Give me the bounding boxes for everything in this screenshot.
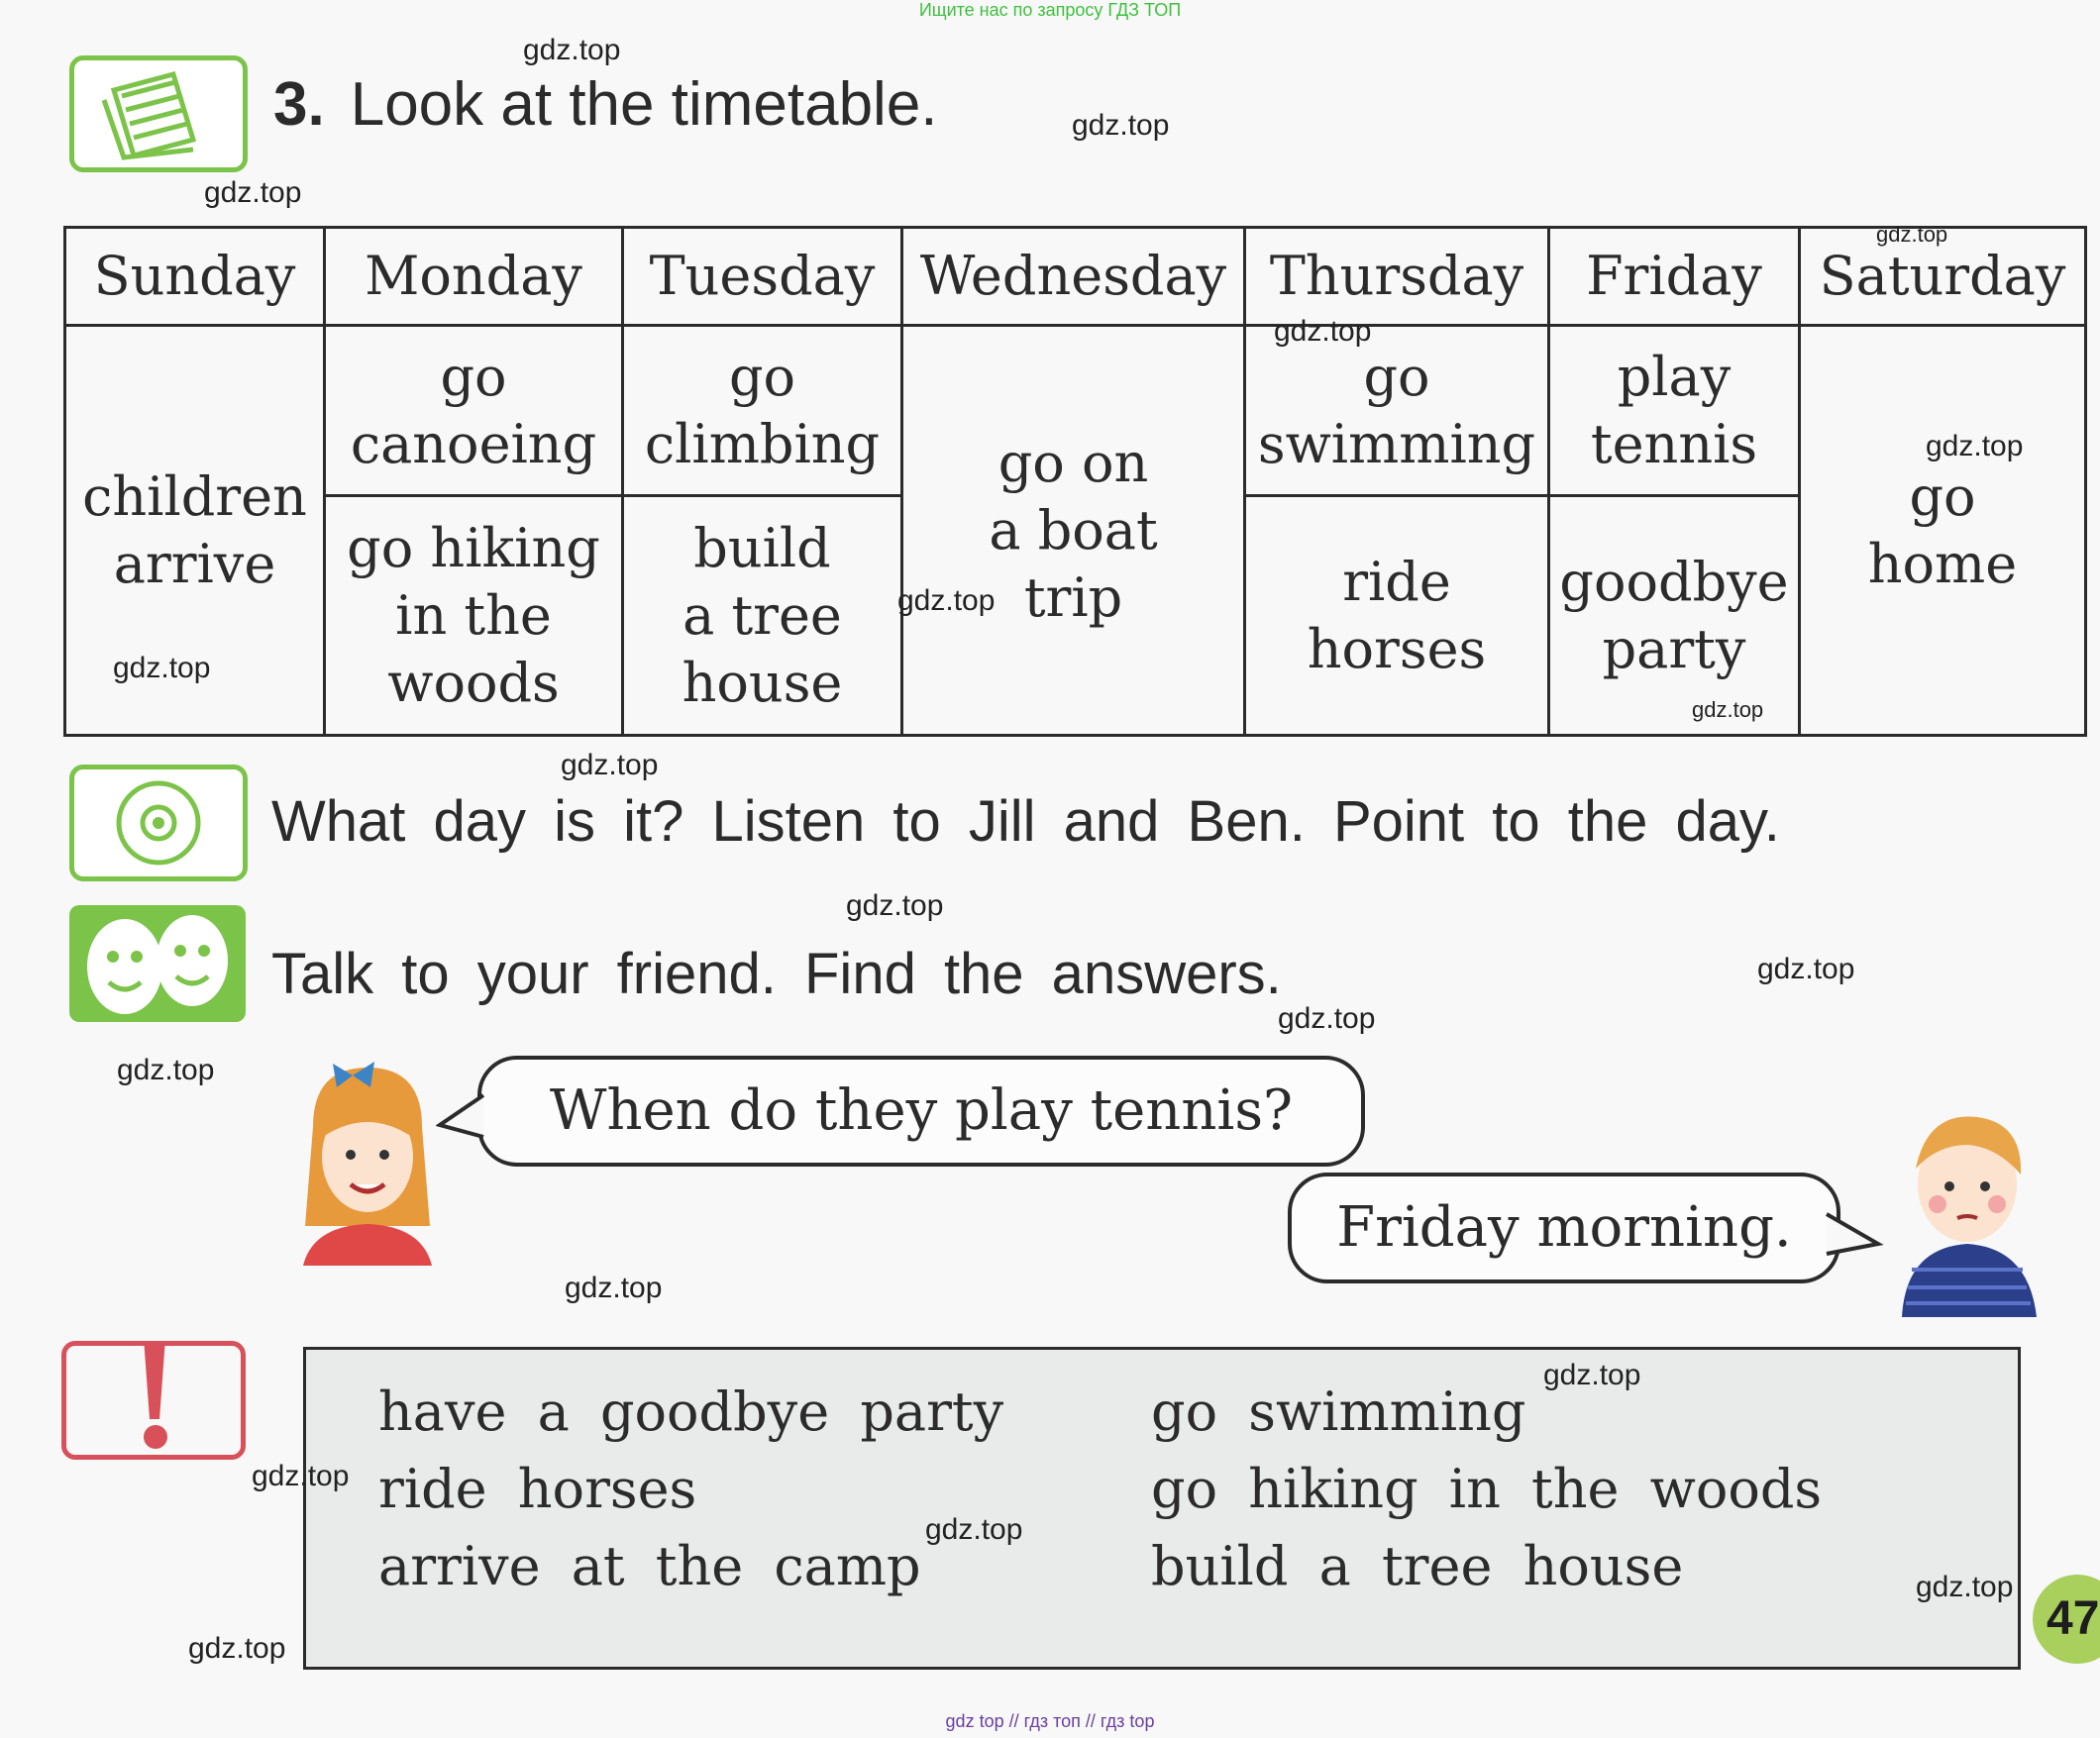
activity-text: go on a boat trip [989, 431, 1158, 629]
phrase-item: build a tree house [1151, 1535, 1684, 1597]
monday-afternoon [325, 496, 623, 736]
watermark: gdz.top [846, 889, 944, 922]
activity-text: children arrive [82, 464, 307, 595]
day-header: Wednesday [902, 228, 1245, 326]
phrase-item: ride horses [378, 1458, 697, 1520]
activity-text: build a tree house [682, 516, 843, 714]
listen-instruction: What day is it? Listen to Jill and Ben. Point to the day. [271, 789, 1780, 854]
activity-text: play tennis [1590, 345, 1758, 475]
header-note: Ищите нас по запросу ГДЗ ТОП [918, 0, 1182, 20]
bubble-tail [1825, 1208, 1884, 1268]
watermark: gdz.top [1072, 109, 1170, 142]
day-header: Tuesday [623, 228, 902, 326]
activity-text: goodbye party [1559, 550, 1789, 680]
answer-bubble [1288, 1173, 1840, 1283]
watermark: gdz.top [523, 34, 621, 66]
girl-illustration [293, 1058, 442, 1266]
watermark: gdz.top [925, 1513, 1023, 1546]
thursday-afternoon [1245, 496, 1549, 736]
talk-instruction: Talk to your friend. Find the answers. [271, 942, 1282, 1006]
tuesday-afternoon [623, 496, 902, 736]
boy-illustration [1888, 1099, 2047, 1317]
watermark: gdz.top [1926, 430, 2024, 462]
phrase-item: arrive at the camp [378, 1535, 921, 1597]
wednesday-activity [902, 326, 1245, 736]
day-header: Friday [1549, 228, 1800, 326]
friday-morning [1549, 326, 1800, 496]
faces-icon [69, 905, 246, 1022]
timetable-header-row [65, 228, 2086, 326]
watermark: gdz.top [565, 1272, 663, 1304]
cd-icon [69, 765, 248, 881]
bubble-tail [436, 1091, 485, 1151]
watermark: gdz.top [188, 1632, 286, 1665]
thursday-morning [1245, 326, 1549, 496]
answer-text: Friday morning. [1336, 1195, 1792, 1260]
phrase-item: go hiking in the woods [1151, 1458, 1823, 1520]
timetable-row-morning [65, 326, 2086, 496]
exercise-number: 3. [273, 70, 325, 139]
watermark: gdz.top [1274, 315, 1372, 348]
watermark: gdz.top [1278, 1002, 1376, 1035]
page-number: 47 [2033, 1575, 2100, 1664]
day-header: Sunday [65, 228, 325, 326]
day-header: Thursday [1245, 228, 1549, 326]
watermark: gdz.top [1692, 697, 1764, 722]
tuesday-morning [623, 326, 902, 496]
question-bubble [477, 1056, 1365, 1167]
phrase-item: go swimming [1151, 1380, 1526, 1443]
watermark: gdz.top [1876, 222, 1948, 247]
watermark: gdz.top [561, 749, 659, 781]
watermark: gdz.top [252, 1460, 350, 1492]
watermark: gdz.top [897, 584, 996, 617]
watermark: gdz.top [1916, 1571, 2014, 1603]
activity-text: go climbing [644, 345, 881, 475]
watermark: gdz.top [1757, 953, 1855, 985]
footer-note: gdz top // гдз топ // гдз top [945, 1711, 1155, 1731]
exercise-heading [273, 69, 938, 140]
saturday-activity [1800, 326, 2086, 736]
activity-text: ride horses [1307, 550, 1487, 680]
exercise-title: Look at the timetable. [350, 70, 938, 139]
timetable [63, 226, 2087, 737]
activity-text: go swimming [1257, 345, 1536, 475]
monday-morning [325, 326, 623, 496]
watermark: gdz.top [113, 652, 211, 684]
activity-text: go hiking in the woods [347, 516, 600, 714]
watermark: gdz.top [1543, 1359, 1641, 1391]
book-icon [69, 55, 248, 172]
activity-text: go canoeing [350, 345, 597, 475]
activity-text: go home [1867, 464, 2018, 595]
watermark: gdz.top [204, 176, 302, 209]
watermark: gdz.top [117, 1054, 215, 1086]
exclamation-icon [61, 1341, 246, 1460]
question-text: When do they play tennis? [549, 1078, 1294, 1143]
phrase-item: have a goodbye party [378, 1380, 1004, 1443]
day-header: Saturday [1800, 228, 2086, 326]
day-header: Monday [325, 228, 623, 326]
